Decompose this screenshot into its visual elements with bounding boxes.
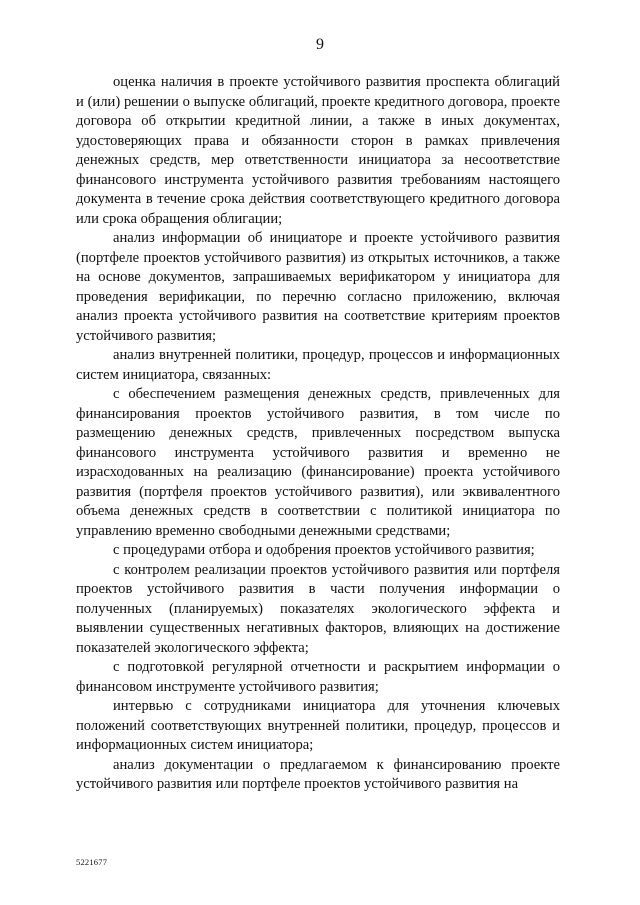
paragraph-selection-procedures: с процедурами отбора и одобрения проектов устойчивого развития;: [113, 542, 535, 558]
document-body: [76, 73, 560, 795]
paragraph-interviews: интервью с сотрудниками инициатора для уточнения ключевых положений соответствующих внутренней политики, процедур, процессов и информационных систем инициатора;: [76, 698, 560, 753]
paragraph-funds-placement: с обеспечением размещения денежных средств, привлеченных для финансирования проектов устойчивого развития, в том числе по размещению денежных средств, привлеченных посредством выпуска финансового инструмента устойчивого развития и временно не израсходованных на реализацию (финансирование) проекта устойчивого развития (портфеля проектов устойчивого развития), или эквивалентного объема денежных средств в соответствии с политикой инициатора по управлению временно свободными денежными средствами;: [76, 386, 560, 539]
paragraph-internal-policy: анализ внутренней политики, процедур, процессов и информационных систем инициатора, связанных:: [76, 347, 560, 383]
paragraph-implementation-control: с контролем реализации проектов устойчивого развития или портфеля проектов устойчивого развития в части получения информации о полученных (планируемых) показателях экологического эффекта и выявлении существенных негативных факторов, влияющих на достижение показателей экологического эффекта;: [76, 561, 560, 656]
page-number: 9: [316, 36, 324, 53]
paragraph-initiator-analysis: анализ информации об инициаторе и проекте устойчивого развития (портфеле проектов устойчивого развития) из открытых источников, а также на основе документов, запрашиваемых верификатором у инициатора для проведения верификации, по перечню согласно приложению, включая анализ проекта устойчивого развития на соответствие критериям проектов устойчивого развития;: [76, 230, 560, 344]
paragraph-reporting: с подготовкой регулярной отчетности и раскрытием информации о финансовом инструменте устойчивого развития;: [76, 659, 560, 695]
paragraph-documentation-analysis: анализ документации о предлагаемом к финансированию проекте устойчивого развития или портфеле проектов устойчивого развития на: [76, 756, 560, 792]
paragraph-assessment: оценка наличия в проекте устойчивого развития проспекта облигаций и (или) решении о выпуске облигаций, проекте кредитного договора, проекте договора об открытии кредитной линии, а также в иных документах, удостоверяющих права и обязанности сторон в рамках привлечения денежных средств, мер ответственности инициатора за несоответствие финансового инструмента устойчивого развития требованиям настоящего документа в течение срока действия соответствующего кредитного договора или срока обращения облигации;: [76, 74, 560, 227]
document-code: 5221677: [76, 857, 108, 867]
